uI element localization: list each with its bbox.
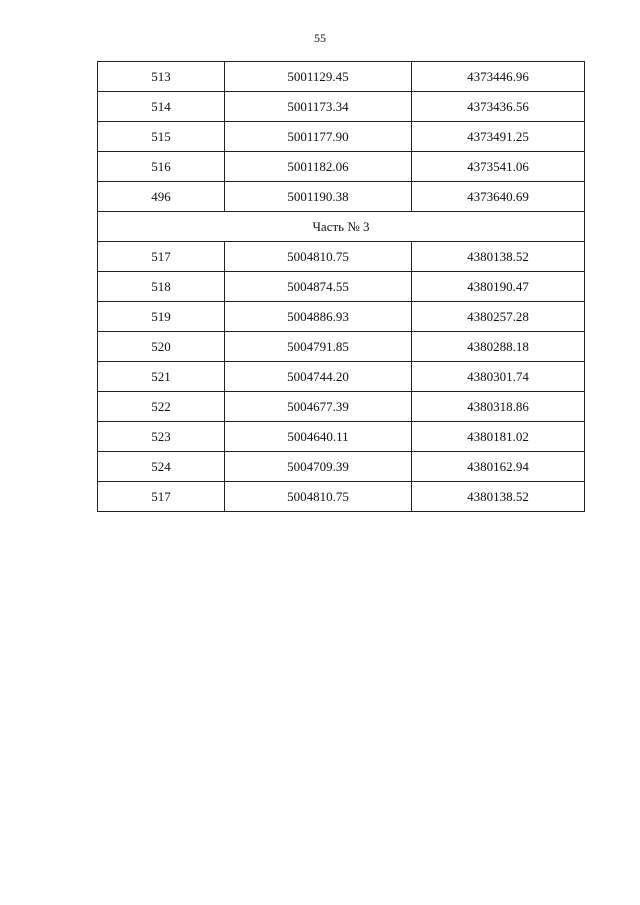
table-row xyxy=(98,62,585,92)
point-number-cell: 514 xyxy=(98,92,225,122)
point-number-cell: 523 xyxy=(98,422,225,452)
x-coordinate-cell: 5004810.75 xyxy=(225,242,412,272)
point-number-cell: 517 xyxy=(98,242,225,272)
point-number-cell: 518 xyxy=(98,272,225,302)
point-number-cell: 524 xyxy=(98,452,225,482)
y-coordinate-cell: 4373436.56 xyxy=(412,92,585,122)
table-row xyxy=(98,482,585,512)
y-coordinate-cell: 4380190.47 xyxy=(412,272,585,302)
table-row xyxy=(98,332,585,362)
y-coordinate-cell: 4380138.52 xyxy=(412,482,585,512)
x-coordinate-cell: 5004874.55 xyxy=(225,272,412,302)
y-coordinate-cell: 4373640.69 xyxy=(412,182,585,212)
table-row xyxy=(98,152,585,182)
point-number-cell: 522 xyxy=(98,392,225,422)
table-row xyxy=(98,272,585,302)
y-coordinate-cell: 4373541.06 xyxy=(412,152,585,182)
x-coordinate-cell: 5004640.11 xyxy=(225,422,412,452)
x-coordinate-cell: 5001173.34 xyxy=(225,92,412,122)
x-coordinate-cell: 5004709.39 xyxy=(225,452,412,482)
point-number-cell: 520 xyxy=(98,332,225,362)
table-row xyxy=(98,242,585,272)
y-coordinate-cell: 4380318.86 xyxy=(412,392,585,422)
x-coordinate-cell: 5004677.39 xyxy=(225,392,412,422)
x-coordinate-cell: 5004886.93 xyxy=(225,302,412,332)
x-coordinate-cell: 5001177.90 xyxy=(225,122,412,152)
table-row xyxy=(98,392,585,422)
table-row xyxy=(98,92,585,122)
point-number-cell: 519 xyxy=(98,302,225,332)
coordinates-table-body xyxy=(98,62,585,512)
x-coordinate-cell: 5004791.85 xyxy=(225,332,412,362)
table-row xyxy=(98,362,585,392)
section-header-cell: Часть № 3 xyxy=(98,212,585,242)
x-coordinate-cell: 5001190.38 xyxy=(225,182,412,212)
point-number-cell: 521 xyxy=(98,362,225,392)
point-number-cell: 515 xyxy=(98,122,225,152)
page-number: 55 xyxy=(314,31,326,45)
table-row xyxy=(98,452,585,482)
coordinates-table xyxy=(97,61,585,512)
y-coordinate-cell: 4380288.18 xyxy=(412,332,585,362)
table-row xyxy=(98,302,585,332)
section-row xyxy=(98,212,585,242)
y-coordinate-cell: 4380181.02 xyxy=(412,422,585,452)
x-coordinate-cell: 5001182.06 xyxy=(225,152,412,182)
y-coordinate-cell: 4380301.74 xyxy=(412,362,585,392)
x-coordinate-cell: 5004810.75 xyxy=(225,482,412,512)
table-row xyxy=(98,122,585,152)
y-coordinate-cell: 4380138.52 xyxy=(412,242,585,272)
y-coordinate-cell: 4373491.25 xyxy=(412,122,585,152)
point-number-cell: 516 xyxy=(98,152,225,182)
y-coordinate-cell: 4380257.28 xyxy=(412,302,585,332)
point-number-cell: 513 xyxy=(98,62,225,92)
x-coordinate-cell: 5001129.45 xyxy=(225,62,412,92)
y-coordinate-cell: 4380162.94 xyxy=(412,452,585,482)
table-row xyxy=(98,422,585,452)
table-row xyxy=(98,182,585,212)
point-number-cell: 496 xyxy=(98,182,225,212)
y-coordinate-cell: 4373446.96 xyxy=(412,62,585,92)
point-number-cell: 517 xyxy=(98,482,225,512)
x-coordinate-cell: 5004744.20 xyxy=(225,362,412,392)
